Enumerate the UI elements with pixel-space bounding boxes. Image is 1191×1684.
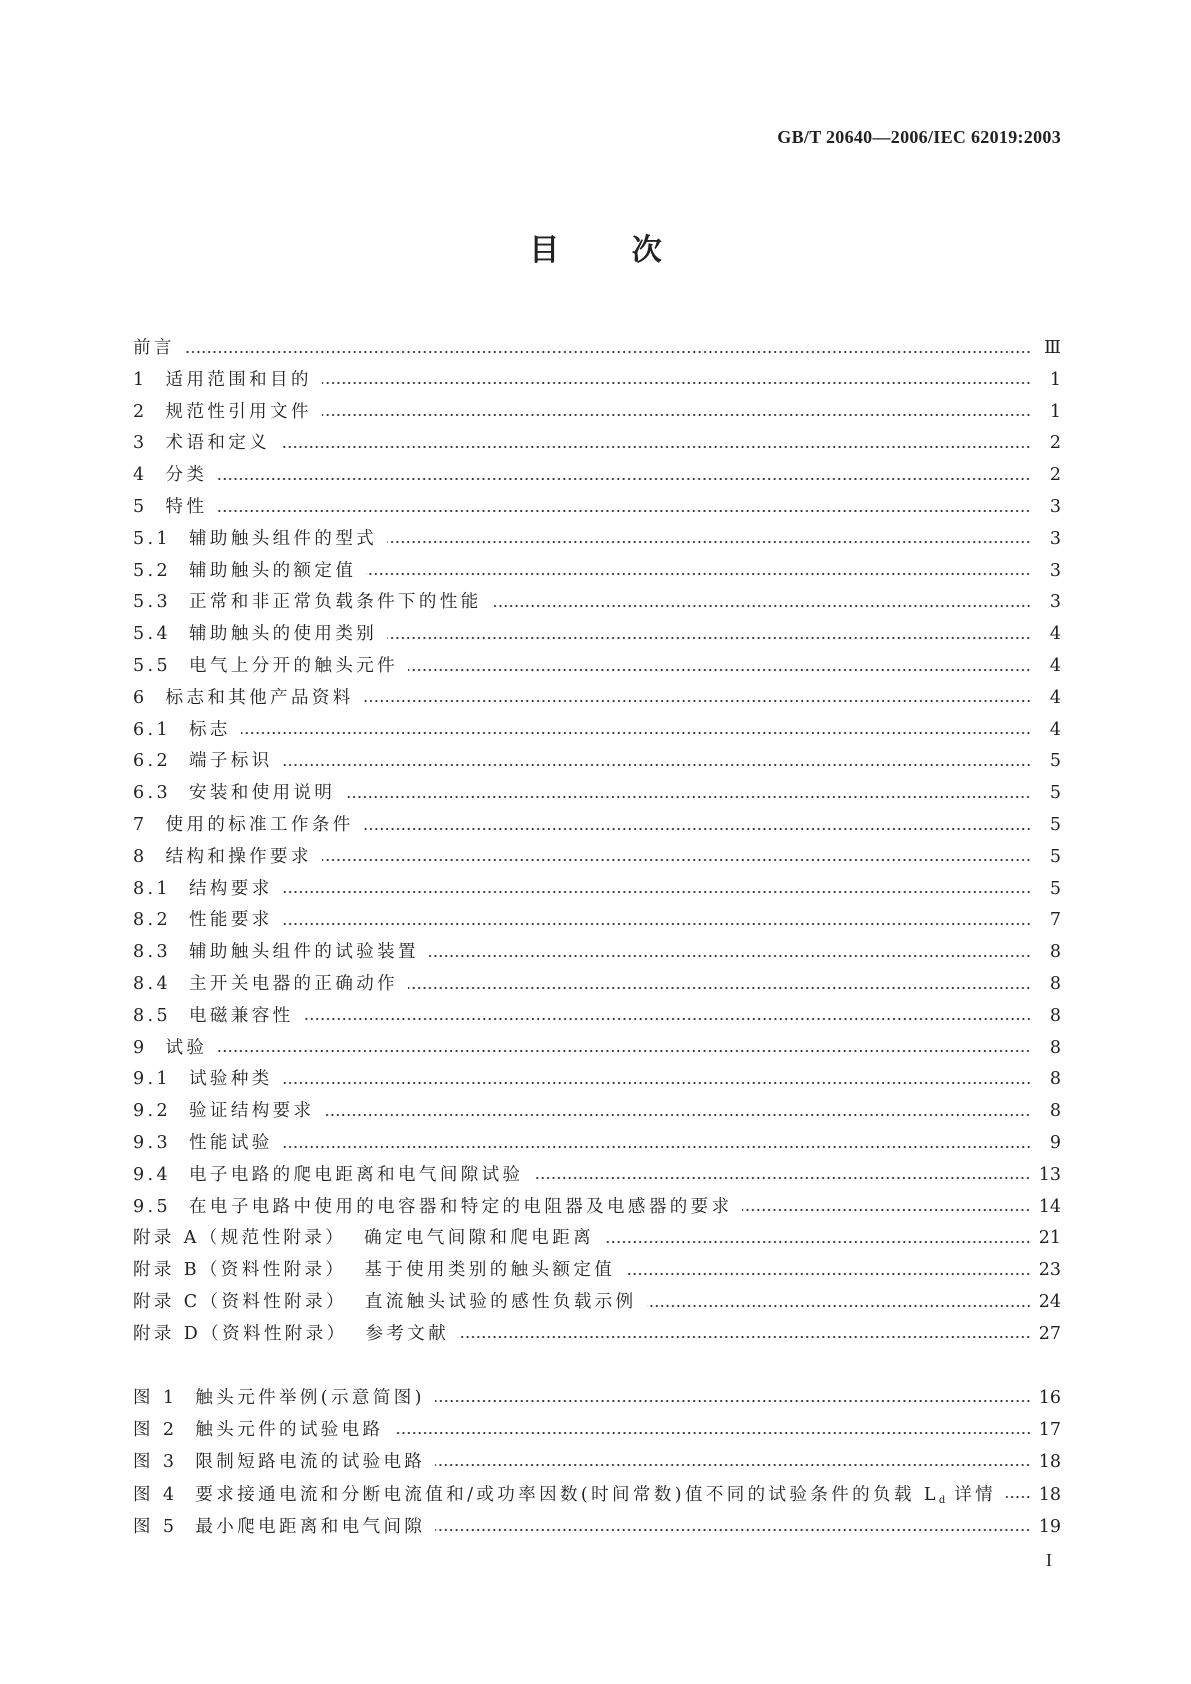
toc-entry-title: 试验 [165, 1037, 208, 1058]
toc-entry-page: 5 [1049, 814, 1061, 835]
toc-entry [133, 428, 1061, 460]
figure-entry [133, 1382, 1061, 1414]
toc-entry-title: 辅助触头的额定值 [189, 560, 357, 581]
dot-leader [241, 715, 1031, 747]
toc-entry [133, 905, 1061, 937]
figure-entry-number: 图 5 [133, 1516, 178, 1537]
toc-entry [133, 397, 1061, 429]
toc-entry-number: 5.1 [133, 528, 172, 549]
toc-entry [133, 619, 1061, 651]
toc-entry-page: 4 [1049, 719, 1061, 740]
toc-entry-number: 8 [133, 846, 148, 867]
toc-entry [133, 651, 1061, 683]
dot-leader [435, 1382, 1031, 1414]
toc-entry-page: 1 [1049, 401, 1061, 422]
dot-leader [742, 1192, 1031, 1224]
toc-entry-title: 特性 [165, 496, 208, 517]
toc-entry-number: 8.5 [133, 1005, 172, 1026]
dot-leader [429, 937, 1031, 969]
toc-entry-title: 结构要求 [189, 878, 273, 899]
toc-entry-title: 术语和定义 [165, 433, 271, 454]
toc-entry-page: 27 [1038, 1323, 1061, 1344]
figure-entry-number: 图 4 [133, 1484, 178, 1505]
dot-leader [322, 365, 1031, 397]
toc-entry-title: 参考文献 [365, 1323, 450, 1344]
dot-leader [217, 1033, 1031, 1065]
toc-entry [133, 1160, 1061, 1192]
figure-entry [133, 1479, 1061, 1511]
page-number-footer: I [1046, 1550, 1052, 1570]
toc-entry [133, 746, 1061, 778]
figure-entry-page: 18 [1038, 1452, 1061, 1473]
toc-entry-number: 附录 C（资料性附录） [133, 1291, 347, 1312]
toc-entry-page: 4 [1049, 687, 1061, 708]
toc-entry-page: 8 [1049, 1101, 1061, 1122]
toc-entry-title: 辅助触头组件的型式 [189, 528, 378, 549]
dot-leader [492, 587, 1031, 619]
toc-entry [133, 810, 1061, 842]
toc-entry [133, 842, 1061, 874]
toc-entry-number: 5.5 [133, 655, 172, 676]
toc-entry [133, 1033, 1061, 1065]
toc-entry-number: 9.1 [133, 1069, 172, 1090]
toc-entry-title: 电气上分开的触头元件 [189, 655, 399, 676]
toc-entry-title: 标志 [189, 719, 231, 740]
figure-entry-title: 触头元件的试验电路 [195, 1420, 384, 1441]
dot-leader [408, 651, 1031, 683]
figure-entry [133, 1511, 1061, 1543]
figure-entry [133, 1446, 1061, 1478]
figure-entry-number: 图 2 [133, 1420, 178, 1441]
toc-entry-page: 14 [1038, 1196, 1061, 1217]
figure-entry-page: 17 [1038, 1420, 1061, 1441]
toc-entry-number: 9 [133, 1037, 148, 1058]
dot-leader [387, 524, 1031, 556]
dot-leader [185, 333, 1031, 365]
toc-entry-number: 9.4 [133, 1164, 172, 1185]
toc-entry-page: 8 [1049, 1005, 1061, 1026]
toc-entry-page: 24 [1038, 1291, 1061, 1312]
toc-entry-title: 分类 [165, 465, 208, 486]
figure-entry-title [195, 1479, 996, 1511]
toc-entry-number: 8.3 [133, 942, 172, 963]
toc-entry-title: 基于使用类别的触头额定值 [364, 1260, 616, 1281]
toc-entry-title: 标志和其他产品资料 [165, 687, 354, 708]
toc-entry-page: 3 [1049, 560, 1061, 581]
toc-entry-number: 3 [133, 433, 148, 454]
toc-entry [133, 778, 1061, 810]
toc-entry-number: 6.1 [133, 719, 172, 740]
dot-leader [387, 619, 1031, 651]
toc-entry-title: 安装和使用说明 [189, 783, 336, 804]
toc-entry [133, 1255, 1061, 1287]
toc-entry-title: 试验种类 [189, 1069, 273, 1090]
toc-entry-number: 附录 A（规范性附录） [133, 1228, 347, 1249]
toc-entry-number: 5.3 [133, 592, 172, 613]
toc-entry-page: 21 [1038, 1228, 1061, 1249]
toc-entry-number: 6 [133, 687, 148, 708]
dot-leader [283, 746, 1031, 778]
toc-entry [133, 715, 1061, 747]
toc-entry-page: 3 [1049, 592, 1061, 613]
toc-entry-number: 5.2 [133, 560, 172, 581]
toc-entry-page: 4 [1049, 655, 1061, 676]
toc-entry-page: 9 [1049, 1132, 1061, 1153]
figure-entry-number: 图 1 [133, 1388, 178, 1408]
dot-leader [394, 1414, 1031, 1446]
dot-leader [408, 969, 1031, 1001]
toc-entry-page: Ⅲ [1044, 338, 1061, 358]
toc-entry [133, 969, 1061, 1001]
toc-entry-number: 7 [133, 814, 148, 835]
toc-entry-title: 辅助触头的使用类别 [189, 624, 378, 645]
toc-entry [133, 556, 1061, 588]
dot-leader [533, 1160, 1031, 1192]
toc-entry-title: 主开关电器的正确动作 [189, 973, 399, 994]
dot-leader [435, 1446, 1031, 1478]
figure-entry-title-subscript: d [938, 1494, 946, 1506]
dot-leader [304, 1001, 1031, 1033]
toc-entry-title: 在电子电路中使用的电容器和特定的电阻器及电感器的要求 [189, 1196, 733, 1217]
figure-entry-page: 16 [1038, 1388, 1061, 1408]
toc-entry-page: 1 [1049, 369, 1061, 390]
toc-entry-page: 3 [1049, 496, 1061, 517]
toc-entry [133, 333, 1061, 365]
figure-entry-title: 最小爬电距离和电气间隙 [195, 1516, 426, 1537]
toc-entry-number: 8.2 [133, 910, 172, 931]
toc-entry [133, 460, 1061, 492]
toc-entry [133, 365, 1061, 397]
figure-entry [133, 1414, 1061, 1446]
toc-entry-number: 9.5 [133, 1196, 172, 1217]
toc-entry-title: 电磁兼容性 [189, 1005, 294, 1026]
figure-entry-page: 18 [1038, 1484, 1061, 1505]
toc-entry-title: 确定电气间隙和爬电距离 [364, 1228, 595, 1249]
figure-entry-title: 限制短路电流的试验电路 [195, 1452, 426, 1473]
toc-entry-title: 验证结构要求 [189, 1101, 315, 1122]
toc-entry-title: 正常和非正常负载条件下的性能 [189, 592, 482, 613]
figure-entry-number: 图 3 [133, 1452, 178, 1473]
toc-entry [133, 1096, 1061, 1128]
toc-entry-title: 结构和操作要求 [165, 846, 312, 867]
dot-leader [604, 1223, 1031, 1255]
toc-entry-number: 2 [133, 401, 148, 422]
dot-leader [217, 460, 1031, 492]
toc-entry-number: 6.2 [133, 751, 172, 772]
toc-entry [133, 1128, 1061, 1160]
toc-entry [133, 1287, 1061, 1319]
toc-entry [133, 937, 1061, 969]
toc-entry-title: 直流触头试验的感性负载示例 [364, 1291, 637, 1312]
figure-entry-title: 触头元件举例(示意简图) [195, 1388, 425, 1408]
dot-leader [345, 778, 1031, 810]
toc-entry-number: 4 [133, 465, 148, 486]
toc-entry-title: 规范性引用文件 [165, 401, 312, 422]
dot-leader [364, 683, 1031, 715]
toc-entry-page: 8 [1049, 1037, 1061, 1058]
toc-entry-number: 9.3 [133, 1132, 172, 1153]
toc-entry-title: 性能试验 [189, 1132, 273, 1153]
figure-entry-title-suffix: 详情 [945, 1484, 997, 1505]
toc-entry-page: 2 [1049, 465, 1061, 486]
toc-entry-page: 5 [1049, 846, 1061, 867]
toc-entry-title: 端子标识 [189, 751, 273, 772]
dot-leader [366, 556, 1031, 588]
toc-entry-page: 8 [1049, 973, 1061, 994]
toc-entry-page: 7 [1049, 910, 1061, 931]
toc-entry-title: 适用范围和目的 [165, 369, 312, 390]
figure-list [133, 1382, 1061, 1543]
dot-leader [280, 428, 1031, 460]
toc-entry [133, 1192, 1061, 1224]
toc-entry [133, 1001, 1061, 1033]
dot-leader [217, 492, 1031, 524]
toc-entry [133, 1319, 1061, 1351]
toc-entry-title: 辅助触头组件的试验装置 [189, 942, 419, 963]
toc-entry-page: 8 [1049, 942, 1061, 963]
toc-entry-number: 8.4 [133, 973, 172, 994]
toc-entry-page: 5 [1049, 878, 1061, 899]
dot-leader [647, 1287, 1031, 1319]
dot-leader [283, 1064, 1031, 1096]
dot-leader [324, 1096, 1031, 1128]
toc-entry-title: 电子电路的爬电距离和电气间隙试验 [189, 1164, 524, 1185]
toc-entry-title: 前言 [133, 338, 175, 358]
toc-entry-number: 6.3 [133, 783, 172, 804]
toc-list [133, 333, 1061, 1351]
toc-entry-page: 5 [1049, 751, 1061, 772]
toc-entry-page: 13 [1038, 1164, 1061, 1185]
standard-code-header: GB/T 20640—2006/IEC 62019:2003 [777, 127, 1061, 147]
dot-leader [459, 1319, 1031, 1351]
toc-entry [133, 587, 1061, 619]
dot-leader [625, 1255, 1031, 1287]
figure-entry-title-text: 要求接通电流和分断电流值和/或功率因数(时间常数)值不同的试验条件的负载 L [195, 1484, 939, 1505]
toc-entry-page: 3 [1049, 528, 1061, 549]
figure-entry-page: 19 [1038, 1516, 1061, 1537]
toc-entry-page: 23 [1038, 1260, 1061, 1281]
dot-leader [1006, 1479, 1031, 1511]
toc-entry-number: 5.4 [133, 624, 172, 645]
toc-entry [133, 1064, 1061, 1096]
dot-leader [283, 874, 1031, 906]
toc-entry-page: 8 [1049, 1069, 1061, 1090]
toc-entry-number: 9.2 [133, 1101, 172, 1122]
toc-entry [133, 683, 1061, 715]
dot-leader [364, 810, 1031, 842]
toc-entry-number: 8.1 [133, 878, 172, 899]
toc-entry-title: 使用的标准工作条件 [165, 814, 354, 835]
toc-entry-page: 4 [1049, 624, 1061, 645]
dot-leader [283, 1128, 1031, 1160]
toc-entry-number: 附录 B（资料性附录） [133, 1260, 347, 1281]
toc-title: 目 次 [529, 233, 662, 268]
dot-leader [435, 1511, 1031, 1543]
toc-entry [133, 1223, 1061, 1255]
dot-leader [322, 397, 1031, 429]
toc-entry [133, 492, 1061, 524]
toc-entry-page: 5 [1049, 783, 1061, 804]
toc-entry-page: 2 [1049, 433, 1061, 454]
toc-entry [133, 874, 1061, 906]
dot-leader [322, 842, 1031, 874]
toc-entry-title: 性能要求 [189, 910, 273, 931]
toc-entry-number: 1 [133, 369, 148, 390]
toc-entry-number: 5 [133, 496, 148, 517]
dot-leader [283, 905, 1031, 937]
toc-entry [133, 524, 1061, 556]
toc-entry-number: 附录 D（资料性附录） [133, 1323, 348, 1344]
